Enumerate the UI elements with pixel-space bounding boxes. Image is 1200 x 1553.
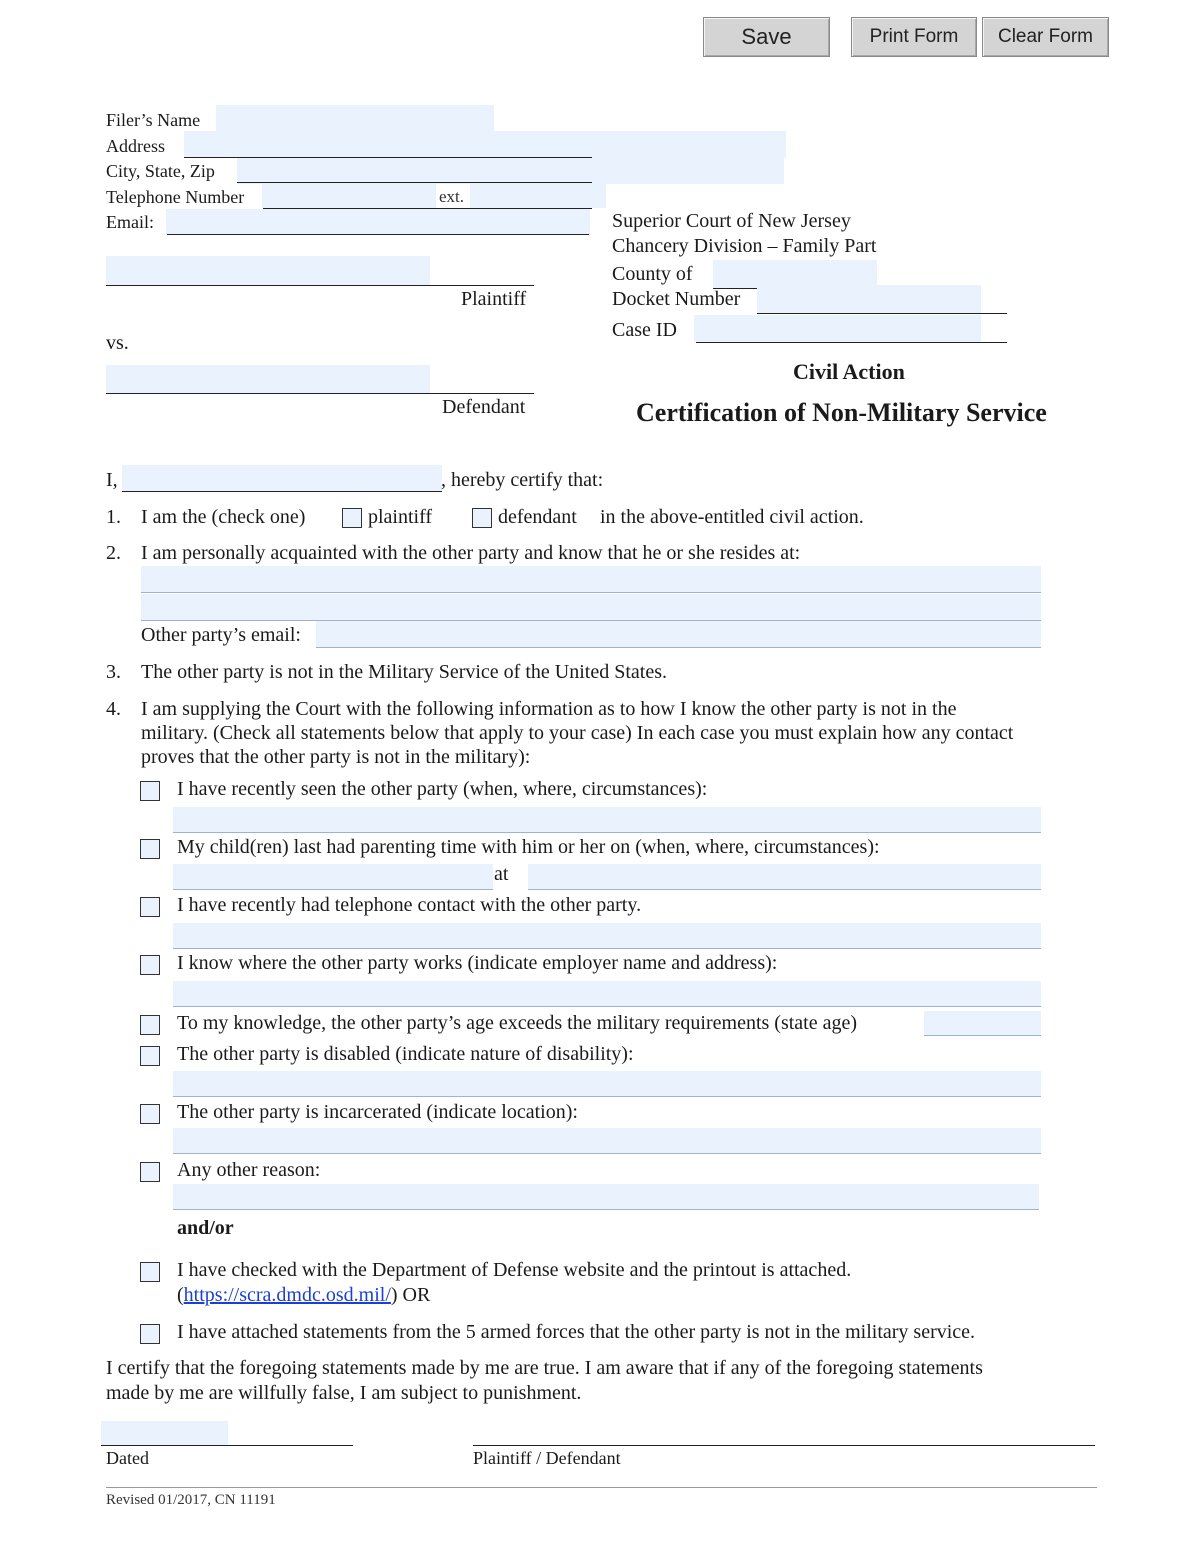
armed-forces-option-label: I have attached statements from the 5 armed forces that the other party is not in the military service. <box>177 1321 976 1343</box>
residence-line-2-field[interactable] <box>141 594 1041 620</box>
parenting-checkbox[interactable] <box>140 839 160 859</box>
other-reason-checkbox[interactable] <box>140 1162 160 1182</box>
item-4-line-2: military. (Check all statements below that apply to your case) In each case you must explain how any contact <box>141 722 1014 744</box>
parenting-location-field[interactable] <box>528 864 1041 889</box>
disability-details-field[interactable] <box>173 1071 1041 1096</box>
item-4-number: 4. <box>106 698 121 720</box>
dod-link-line <box>177 1284 430 1307</box>
defendant-line <box>106 393 534 394</box>
seen-option-label: I have recently seen the other party (when, where, circumstances): <box>177 778 708 800</box>
armed-forces-checkbox[interactable] <box>140 1324 160 1344</box>
item-1-text: I am the (check one) <box>141 506 306 528</box>
revision-note: Revised 01/2017, CN 11191 <box>106 1492 276 1508</box>
city-state-zip-line <box>237 182 592 183</box>
seen-checkbox[interactable] <box>140 781 160 801</box>
age-checkbox[interactable] <box>140 1015 160 1035</box>
docket-number-line <box>757 313 1007 314</box>
parenting-date-line <box>173 889 493 890</box>
dod-website-link[interactable]: https://scra.dmdc.osd.mil/ <box>183 1284 391 1306</box>
plaintiff-checkbox[interactable] <box>342 508 362 528</box>
other-party-email-field[interactable] <box>316 621 1041 647</box>
other-reason-line <box>173 1209 1039 1210</box>
certification-line-1: I certify that the foregoing statements made by me are true. I am aware that if any of the foregoing statements <box>106 1357 983 1379</box>
age-option-label: To my knowledge, the other party’s age exceeds the military requirements (state age) <box>177 1012 858 1034</box>
item-2-text: I am personally acquainted with the other party and know that he or she resides at: <box>141 542 801 564</box>
filer-name-label: Filer’s Name <box>106 110 201 130</box>
plaintiff-label: Plaintiff <box>461 288 527 310</box>
age-line <box>924 1035 1041 1036</box>
address-label: Address <box>106 136 165 156</box>
certify-text: , hereby certify that: <box>441 469 604 491</box>
parenting-location-line <box>528 889 1041 890</box>
certifier-i-label: I, <box>106 469 118 491</box>
incarcerated-checkbox[interactable] <box>140 1104 160 1124</box>
item-3-text: The other party is not in the Military Service of the United States. <box>141 661 667 683</box>
city-state-zip-label: City, State, Zip <box>106 161 215 181</box>
item-4-line-3: proves that the other party is not in the military): <box>141 746 531 768</box>
other-party-email-label: Other party’s email: <box>141 624 301 646</box>
and-or-label: and/or <box>177 1217 234 1239</box>
clear-form-button[interactable]: Clear Form <box>982 17 1109 57</box>
court-name: Superior Court of New Jersey <box>612 210 851 232</box>
dod-open-paren: ( <box>177 1284 184 1306</box>
item-3-number: 3. <box>106 661 121 683</box>
employer-details-field[interactable] <box>173 981 1041 1006</box>
dated-line <box>101 1445 353 1446</box>
other-reason-option-label: Any other reason: <box>177 1159 321 1181</box>
item-1-number: 1. <box>106 506 121 528</box>
incarcerated-option-label: The other party is incarcerated (indicate location): <box>177 1101 578 1123</box>
certifier-name-line <box>122 491 442 492</box>
defendant-checkbox[interactable] <box>472 508 492 528</box>
telephone-label: Telephone Number <box>106 187 245 207</box>
other-reason-field[interactable] <box>173 1184 1039 1209</box>
certifier-name-field[interactable] <box>122 465 442 491</box>
signature-label: Plaintiff / Defendant <box>473 1448 621 1468</box>
seen-details-line <box>173 832 1041 833</box>
telephone-field[interactable] <box>262 184 436 208</box>
case-id-line <box>696 342 1007 343</box>
telephone-details-line <box>173 948 1041 949</box>
county-field[interactable] <box>713 260 877 288</box>
print-form-button[interactable]: Print Form <box>851 17 977 57</box>
signature-line <box>473 1445 1095 1446</box>
email-field[interactable] <box>166 209 590 234</box>
employer-checkbox[interactable] <box>140 955 160 975</box>
address-field[interactable] <box>184 131 786 158</box>
case-id-field[interactable] <box>694 315 981 342</box>
footer-divider <box>106 1487 1097 1488</box>
court-division: Chancery Division – Family Part <box>612 235 877 257</box>
plaintiff-name-field[interactable] <box>106 256 430 285</box>
docket-number-field[interactable] <box>757 285 981 313</box>
parenting-date-field[interactable] <box>173 864 493 889</box>
civil-action-heading: Civil Action <box>793 359 905 384</box>
dated-label: Dated <box>106 1448 149 1468</box>
disabled-option-label: The other party is disabled (indicate nature of disability): <box>177 1043 634 1065</box>
residence-line-1 <box>141 592 1041 593</box>
incarceration-location-line <box>173 1153 1041 1154</box>
vs-label: vs. <box>106 332 129 354</box>
certification-line-2: made by me are willfully false, I am subject to punishment. <box>106 1382 582 1404</box>
parenting-at-label: at <box>494 863 509 885</box>
defendant-option-label: defendant <box>498 506 577 528</box>
defendant-label: Defendant <box>442 396 526 418</box>
defendant-name-field[interactable] <box>106 365 430 393</box>
county-label: County of <box>612 263 693 285</box>
dod-website-checkbox[interactable] <box>140 1262 160 1282</box>
item-2-number: 2. <box>106 542 121 564</box>
dod-close-text: ) OR <box>390 1284 431 1306</box>
age-field[interactable] <box>924 1011 1041 1035</box>
residence-line-1-field[interactable] <box>141 566 1041 592</box>
seen-details-field[interactable] <box>173 807 1041 832</box>
employer-option-label: I know where the other party works (indicate employer name and address): <box>177 952 778 974</box>
save-button[interactable]: Save <box>703 17 830 57</box>
email-line <box>167 234 589 235</box>
disability-details-line <box>173 1096 1041 1097</box>
employer-details-line <box>173 1006 1041 1007</box>
parenting-option-label: My child(ren) last had parenting time with him or her on (when, where, circumstances): <box>177 836 880 858</box>
ext-label: ext. <box>439 187 465 206</box>
telephone-option-label: I have recently had telephone contact with the other party. <box>177 894 642 916</box>
telephone-contact-checkbox[interactable] <box>140 897 160 917</box>
plaintiff-option-label: plaintiff <box>368 506 433 528</box>
docket-number-label: Docket Number <box>612 288 741 310</box>
filer-name-field[interactable] <box>216 105 494 131</box>
disabled-checkbox[interactable] <box>140 1046 160 1066</box>
extension-field[interactable] <box>470 184 606 208</box>
incarceration-location-field[interactable] <box>173 1128 1041 1153</box>
dod-option-label: I have checked with the Department of Defense website and the printout is attached. <box>177 1259 852 1281</box>
plaintiff-line <box>106 285 534 286</box>
item-1-tail: in the above-entitled civil action. <box>600 506 864 528</box>
form-title: Certification of Non-Military Service <box>636 398 1047 427</box>
dated-field[interactable] <box>101 1421 228 1446</box>
other-party-email-line <box>316 647 1041 648</box>
email-label: Email: <box>106 212 154 232</box>
telephone-details-field[interactable] <box>173 923 1041 948</box>
item-4-line-1: I am supplying the Court with the following information as to how I know the other party is not in the <box>141 698 957 720</box>
case-id-label: Case ID <box>612 319 677 341</box>
city-state-zip-field[interactable] <box>237 158 784 184</box>
